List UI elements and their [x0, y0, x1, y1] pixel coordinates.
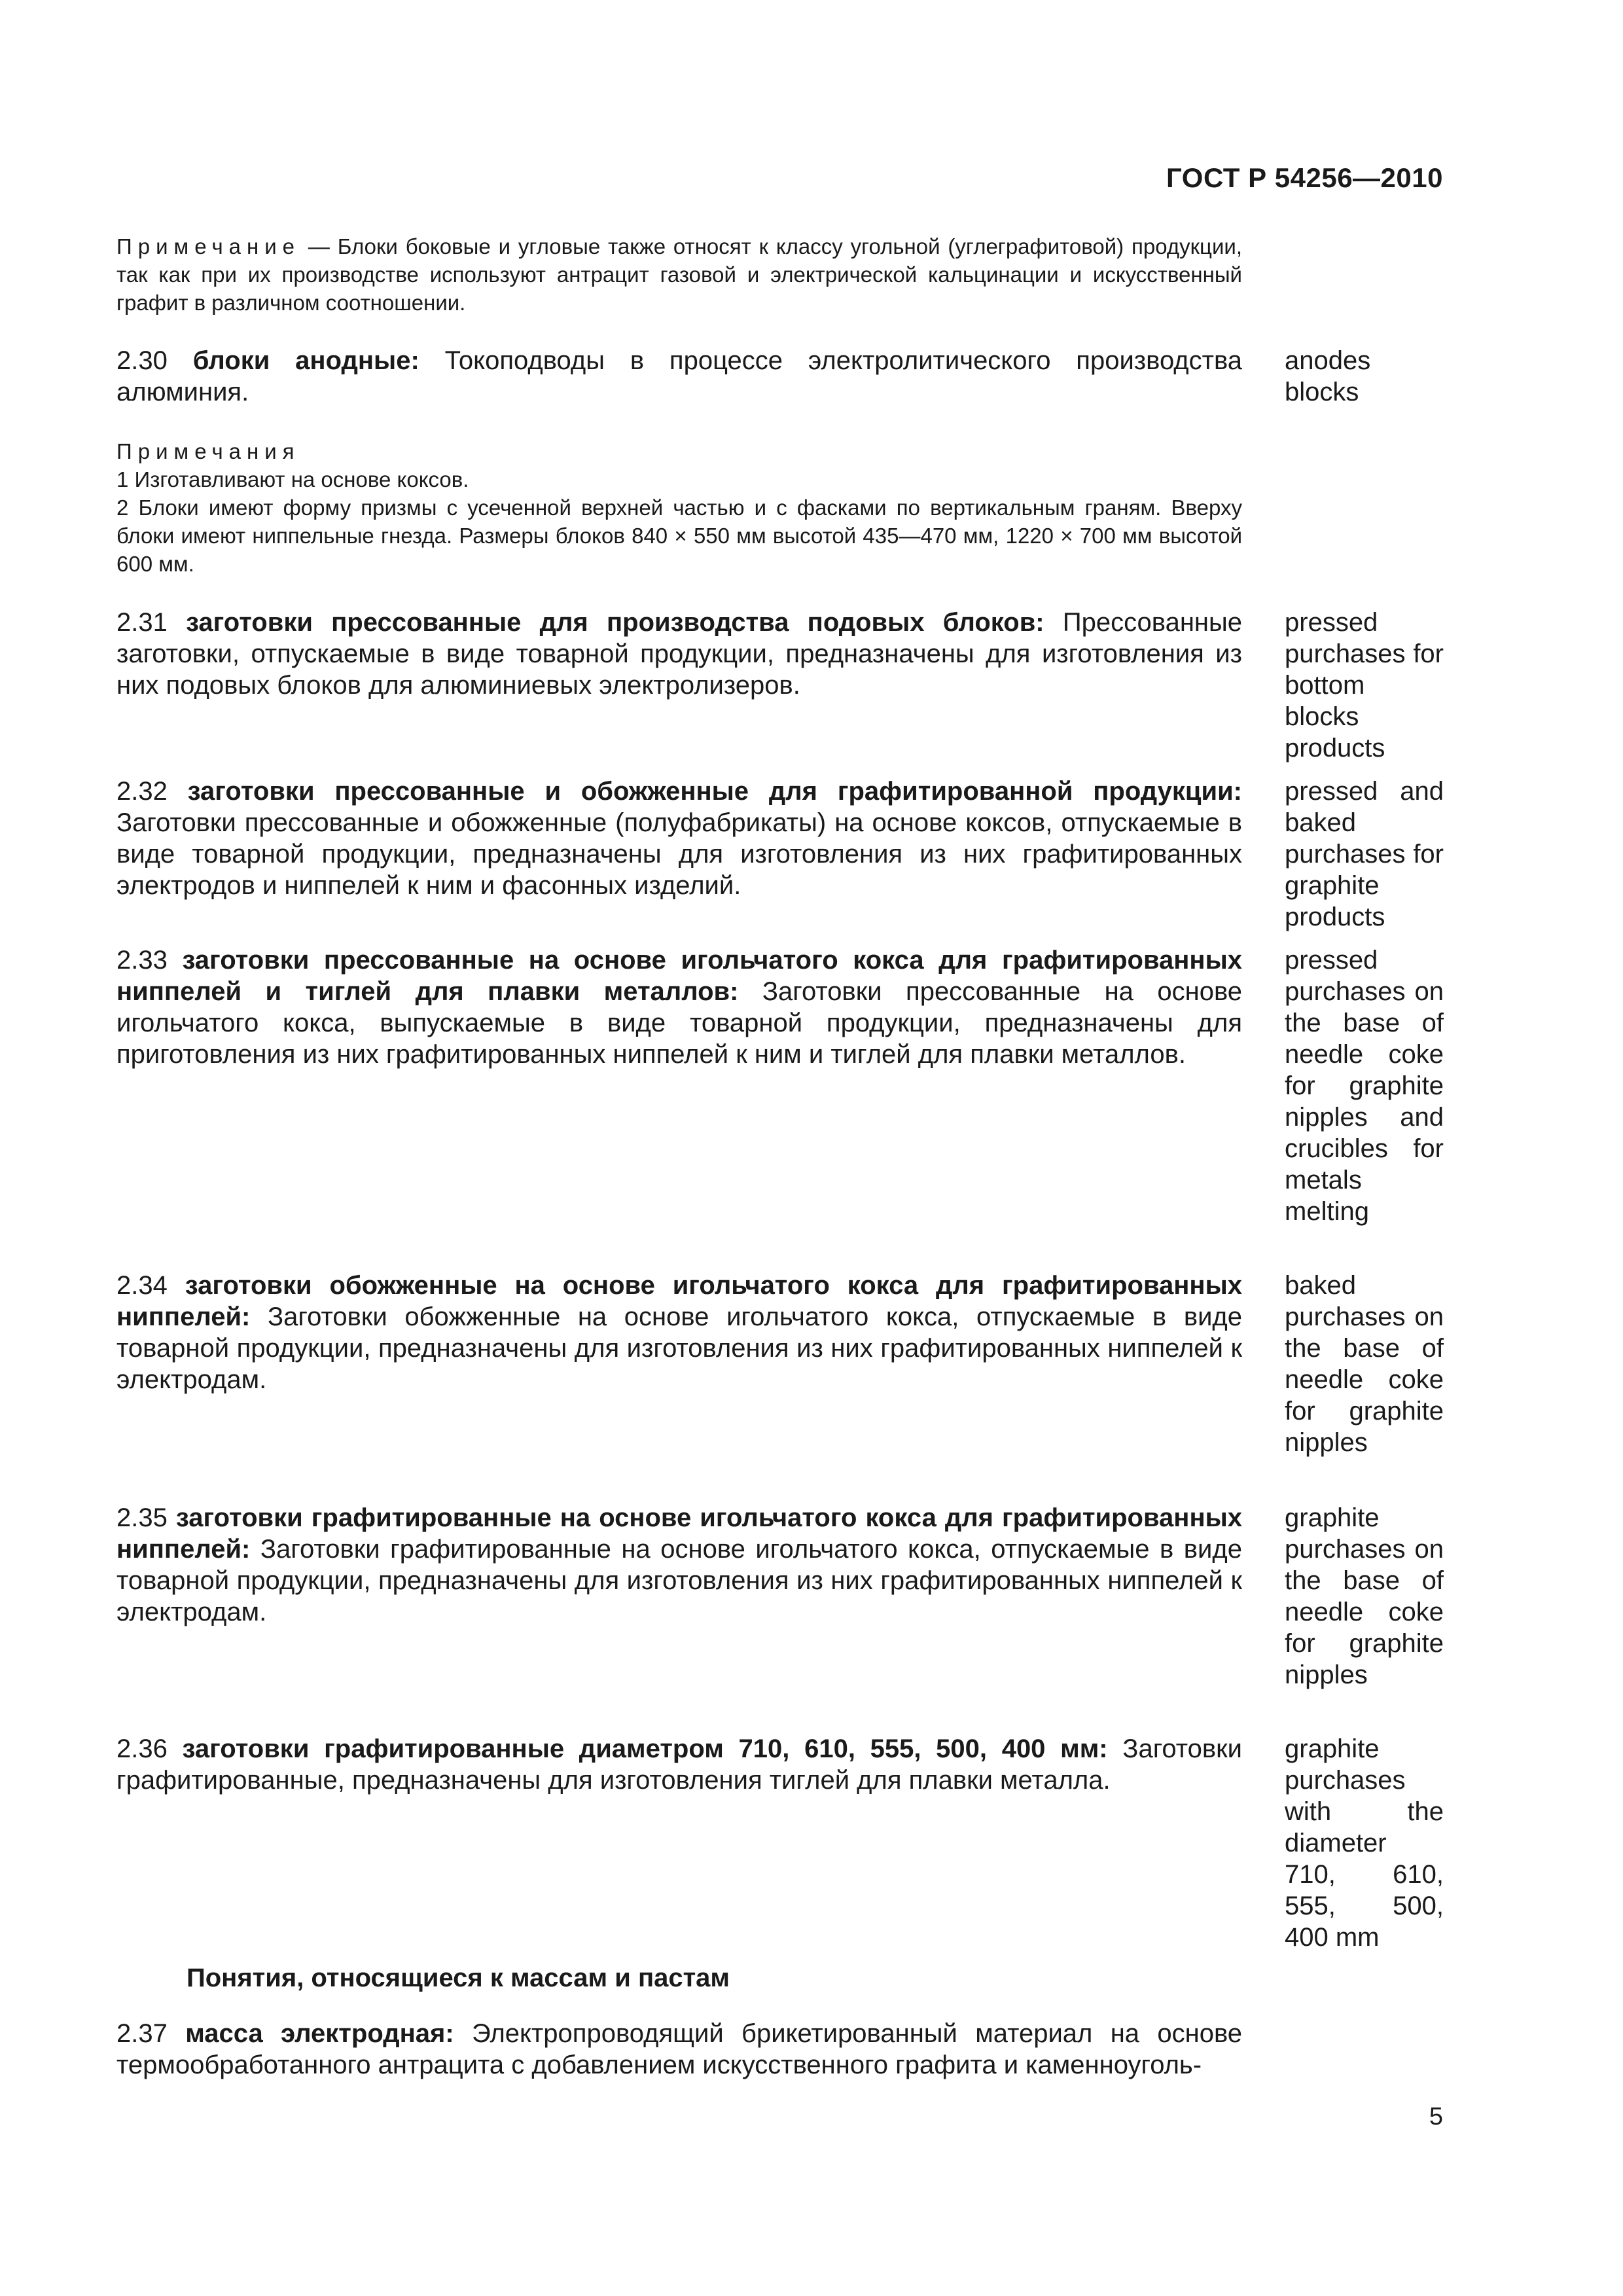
term-2-34 [116, 1270, 1242, 1395]
term-2-36 [116, 1733, 1242, 1796]
notes-2-30 [116, 437, 1242, 578]
term-2-33 [116, 944, 1242, 1070]
term-definition: Прессованные заготовки, отпускаемые в виде товарной продукции, предназначены для изготовления из них подовых блоков для алюминиевых электролизеров. [116, 608, 1242, 700]
term-number: 2.30 [116, 346, 193, 375]
note-top [116, 232, 1242, 317]
note-item-1: 1 Изготавливают на основе коксов. [116, 467, 469, 492]
term-definition: Электропроводящий брикетированный материал на основе термообработанного антрацита с добавлением искусственного графита и каменноуголь- [116, 2019, 1242, 2079]
term-name: заготовки обожженные на основе игольчатого кокса для графитированных ниппелей: [116, 1271, 1242, 1331]
term-2-30 [116, 345, 1242, 408]
term-number: 2.34 [116, 1271, 185, 1300]
term-number: 2.36 [116, 1734, 183, 1763]
english-term-2-36: graphite purchases with the diameter 710, 610, 555, 500, 400 mm [1285, 1734, 1444, 1952]
note-label: Примечание [116, 234, 301, 259]
english-term-2-34: baked purchases on the base of needle coke for graphite nipples [1285, 1271, 1444, 1457]
term-2-31 [116, 607, 1242, 701]
term-number: 2.35 [116, 1503, 176, 1532]
term-number: 2.32 [116, 777, 188, 806]
term-number: 2.31 [116, 608, 187, 637]
english-term-2-32: pressed and baked purchases for graphite products [1285, 777, 1444, 931]
term-definition: Заготовки прессованные и обожженные (полуфабрикаты) на основе коксов, отпускаемые в виде товарной продукции, предназначены для изготовления из них графитированных электродов и ниппелей к ним и фасонных изделий. [116, 808, 1242, 900]
term-number: 2.33 [116, 946, 183, 975]
note-item-2: 2 Блоки имеют форму призмы с усеченной верхней частью и с фасками по вертикальным граням. Вверху блоки имеют ниппельные гнезда. Размеры блоков 840 × 550 мм высотой 435—470 мм, 1220 × 700 мм высотой 600 мм. [116, 495, 1242, 576]
term-name: масса электродная: [185, 2019, 454, 2048]
term-name: заготовки прессованные на основе игольчатого кокса для графитированных ниппелей и тиглей для плавки металлов: [116, 946, 1242, 1006]
page-number: 5 [1429, 2103, 1443, 2130]
english-term-2-31: pressed purchases for bottom blocks products [1285, 608, 1444, 762]
document-code-header: ГОСТ Р 54256—2010 [1166, 162, 1443, 193]
term-name: заготовки прессованные для производства подовых блоков: [186, 608, 1044, 637]
term-2-32 [116, 776, 1242, 901]
notes-label: Примечания [116, 439, 300, 463]
english-term-2-35: graphite purchases on the base of needle coke for graphite nipples [1285, 1503, 1444, 1689]
section-heading: Понятия, относящиеся к массам и пастам [187, 1964, 730, 1992]
term-definition: Заготовки обожженные на основе игольчатого кокса, отпускаемые в виде товарной продукции, предназначены для изготовления из них графитированных ниппелей к электродам. [116, 1302, 1242, 1394]
english-term-2-30: anodes blocks [1285, 346, 1371, 406]
term-definition: Заготовки графитированные, предназначены для изготовления тиглей для плавки металла. [116, 1734, 1243, 1795]
term-name: блоки анодные: [192, 346, 419, 375]
term-number: 2.37 [116, 2019, 186, 2048]
term-name: заготовки прессованные и обожженные для графитированной продукции: [187, 777, 1243, 806]
term-name: заготовки графитированные диаметром 710, 610, 555, 500, 400 мм: [182, 1734, 1108, 1763]
term-name: заготовки графитированные на основе игольчатого кокса для графитированных ниппелей: [116, 1503, 1243, 1564]
term-definition: Токоподводы в процессе электролитического производства алюминия. [116, 346, 1243, 406]
term-definition: Заготовки прессованные на основе игольчатого кокса, выпускаемые в виде товарной продукции, предназначены для приготовления из них графитированных ниппелей к ним и тиглей для плавки металлов. [116, 977, 1242, 1069]
english-term-2-33: pressed purchases on the base of needle coke for graphite nipples and crucibles for metals melting [1285, 946, 1444, 1226]
term-definition: Заготовки графитированные на основе игольчатого кокса, отпускаемые в виде товарной продукции, предназначены для изготовления из них графитированных ниппелей к электродам. [116, 1535, 1242, 1626]
note-text: — Блоки боковые и угловые также относят к классу угольной (углеграфитовой) продукции, так как при их производстве используют антрацит газовой и электрической кальцинации и искусственный графит в различном соотношении. [116, 234, 1242, 315]
term-2-35 [116, 1502, 1242, 1628]
term-2-37 [116, 2018, 1242, 2081]
